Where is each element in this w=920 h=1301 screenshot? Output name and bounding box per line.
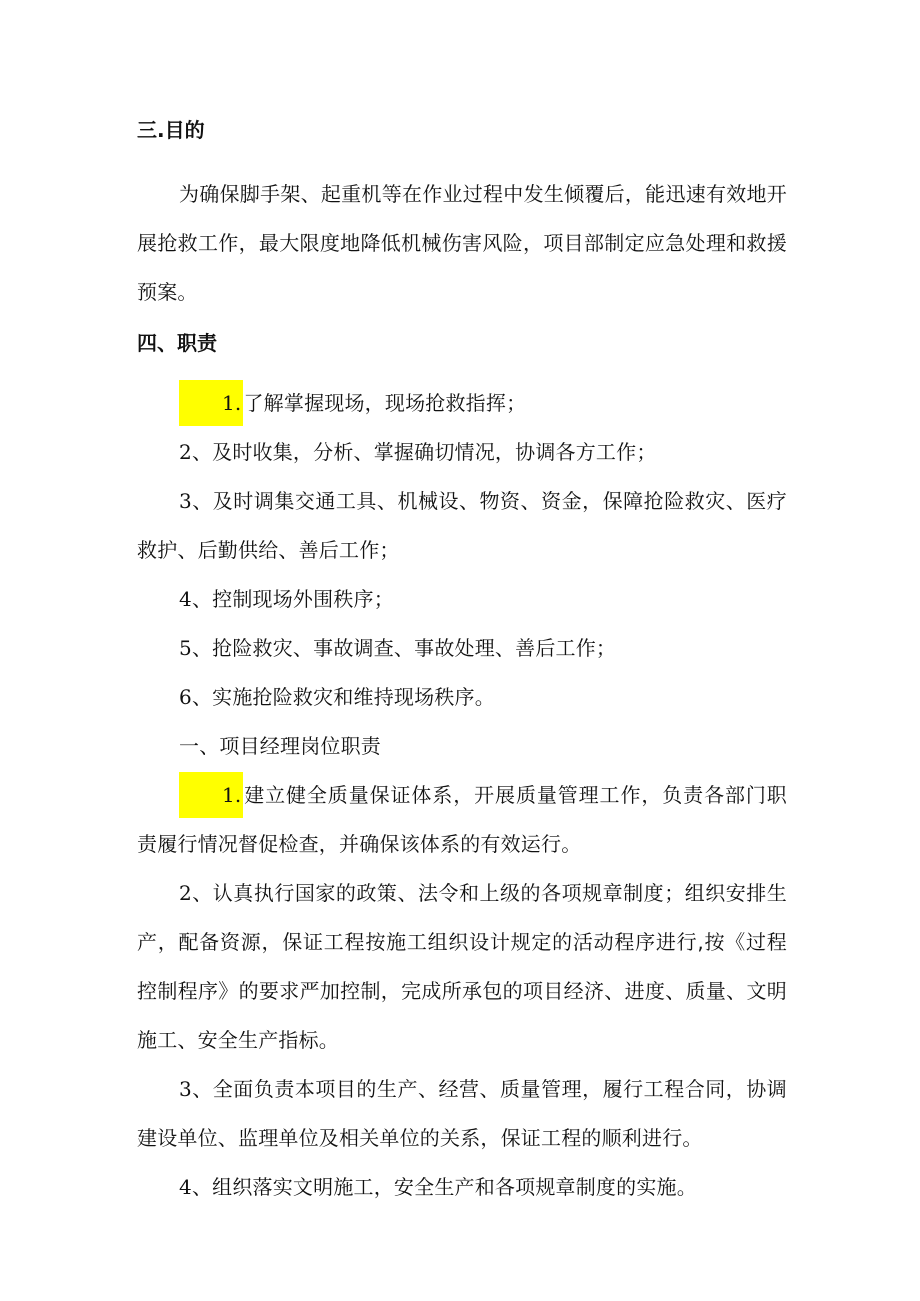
item-number: 3 xyxy=(179,1077,192,1101)
duty-item-5 xyxy=(137,624,787,673)
purpose-heading: 三.目的 xyxy=(137,118,205,142)
item-number: 2 xyxy=(179,440,192,464)
duty-item-4 xyxy=(137,575,787,624)
duty-text: 、及时调集交通工具、机械设、物资、资金，保障抢险救灾、医疗救护、后勤供给、善后工作； xyxy=(137,489,787,562)
item-number: 4 xyxy=(179,1175,192,1199)
duty-item-6 xyxy=(137,673,787,722)
pm-duty-text: 、组织落实文明施工，安全生产和各项规章制度的实施。 xyxy=(191,1175,697,1199)
duty-text: 了解掌握现场，现场抢救指挥； xyxy=(243,391,527,415)
pm-duty-text: 、全面负责本项目的生产、经营、质量管理，履行工程合同，协调建设单位、监理单位及相关单位的关系，保证工程的顺利进行。 xyxy=(137,1077,787,1150)
highlighted-number: 1. xyxy=(179,380,243,426)
duty-text: 、实施抢险救灾和维持现场秩序。 xyxy=(191,685,495,709)
duties-heading: 四、职责 xyxy=(137,331,217,355)
document-content xyxy=(137,118,787,1212)
purpose-paragraph: 为确保脚手架、起重机等在作业过程中发生倾覆后，能迅速有效地开展抢救工作，最大限度地降低机械伤害风险，项目部制定应急处理和救援预案。 xyxy=(137,182,787,304)
duty-item-3 xyxy=(137,477,787,575)
pm-duty-item-4 xyxy=(137,1163,787,1212)
duty-text: 、控制现场外围秩序； xyxy=(191,587,394,611)
duty-item-2 xyxy=(137,428,787,477)
pm-heading: 一、项目经理岗位职责 xyxy=(179,734,381,758)
item-number: 2 xyxy=(179,881,192,905)
item-number: 6 xyxy=(179,685,192,709)
pm-duty-text: 建立健全质量保证体系，开展质量管理工作，负责各部门职责履行情况督促检查，并确保该体系的有效运行。 xyxy=(137,783,787,856)
pm-duty-item-3 xyxy=(137,1065,787,1163)
item-number: 4 xyxy=(179,587,192,611)
item-number: 5 xyxy=(179,636,192,660)
duty-item-1 xyxy=(137,379,787,428)
pm-duty-item-1 xyxy=(137,771,787,869)
highlighted-number: 1. xyxy=(179,772,243,818)
item-number: 3 xyxy=(179,489,192,513)
pm-duty-text: 、认真执行国家的政策、法令和上级的各项规章制度；组织安排生产，配备资源，保证工程按施工组织设计规定的活动程序进行,按《过程控制程序》的要求严加控制，完成所承包的项目经济、进度、质量、文明施工、安全生产指标。 xyxy=(137,881,787,1052)
duty-text: 、及时收集，分析、掌握确切情况，协调各方工作； xyxy=(191,440,657,464)
pm-duty-item-2 xyxy=(137,869,787,1065)
duty-text: 、抢险救灾、事故调查、事故处理、善后工作； xyxy=(191,636,617,660)
